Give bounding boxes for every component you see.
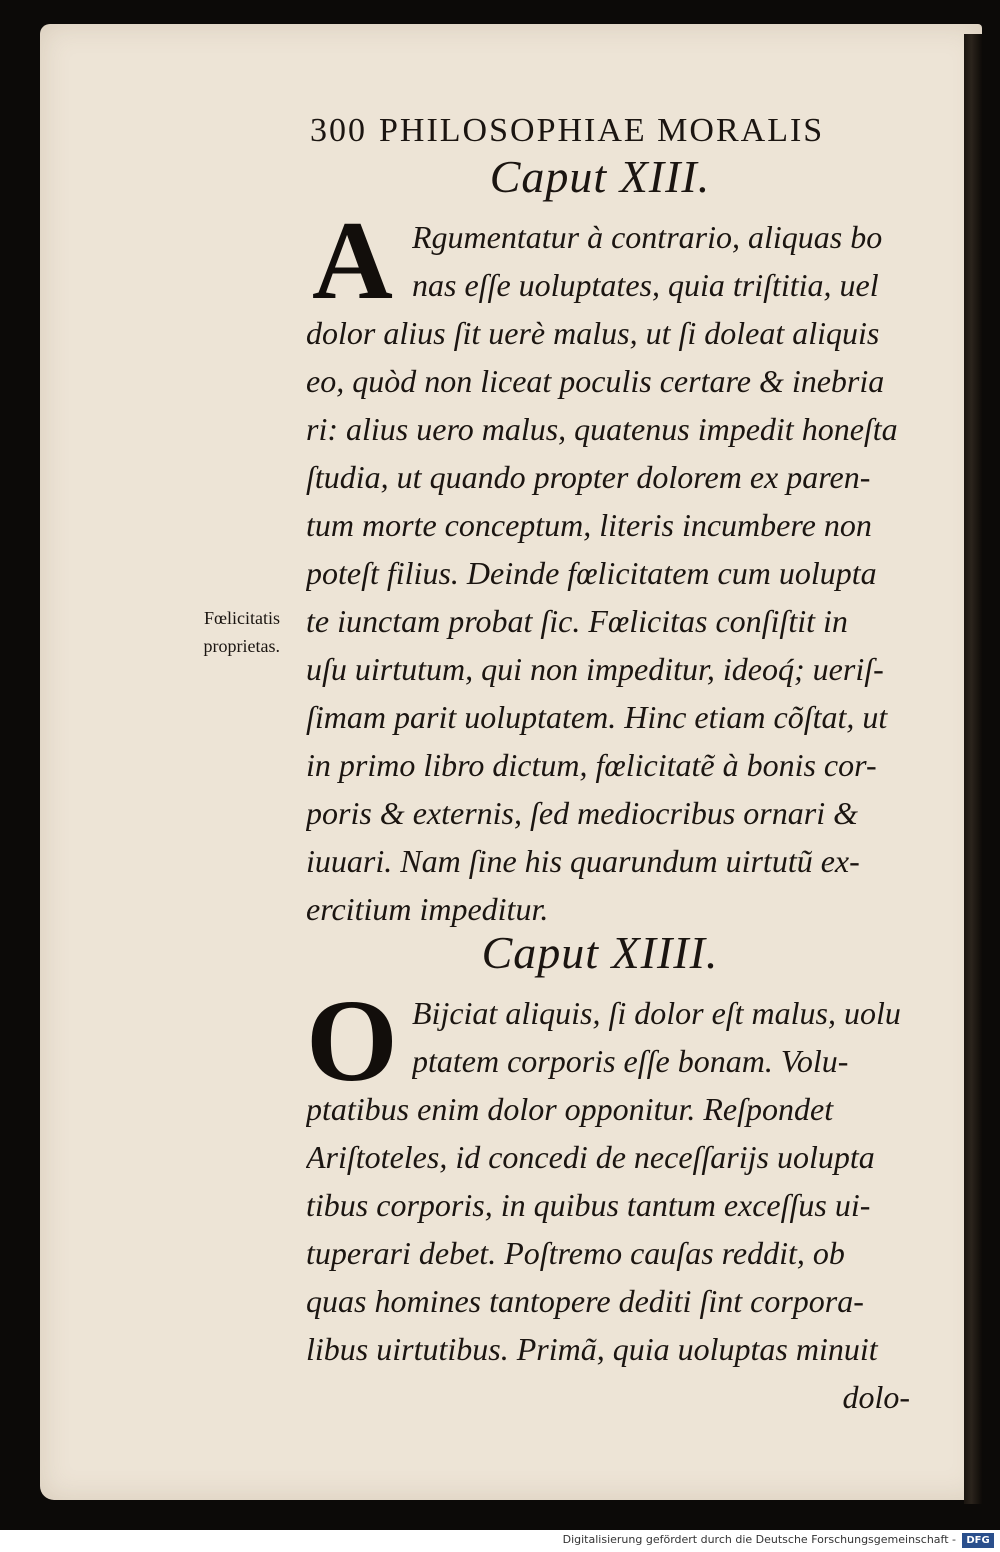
text-line: ſtudia, ut quando propter dolorem ex paren- (306, 459, 871, 495)
chapter-heading-14: Caput XIIII. (481, 927, 719, 978)
text-line: ſimam parit uoluptatem. Hinc etiam cõſtat, ut (306, 699, 888, 735)
funding-credit: Digitalisierung gefördert durch die Deutsche Forschungsgemeinschaft - (562, 1533, 956, 1546)
dfg-logo: DFG (962, 1533, 994, 1548)
text-line: tuperari debet. Poſtremo cauſas reddit, ob (306, 1235, 845, 1271)
text-line: Bijciat aliquis, ſi dolor eſt malus, uolu (412, 995, 901, 1031)
text-line: Rgumentatur à contrario, aliquas bo (412, 219, 883, 255)
catchword: dolo- (842, 1379, 910, 1415)
marginal-note-line: Fœlicitatis (204, 608, 280, 628)
text-line: poris & externis, ſed mediocribus ornari & (306, 795, 858, 831)
marginal-note (150, 604, 280, 660)
drop-cap-a: A (312, 199, 393, 323)
text-line: ptatem corporis eſſe bonam. Volu- (412, 1043, 849, 1079)
text-line: tibus corporis, in quibus tantum exceſſus ui- (306, 1187, 871, 1223)
footer-bar (0, 1530, 1000, 1552)
chapter-heading-13: Caput XIII. (489, 151, 711, 202)
marginal-note-line: proprietas. (203, 636, 280, 656)
text-line: eo, quòd non liceat poculis certare & inebria (306, 363, 885, 399)
text-line: uſu uirtutum, qui non impeditur, ideoq́; ueriſ- (306, 651, 884, 687)
drop-cap-o: O (306, 975, 398, 1106)
text-line: nas eſſe uoluptates, quia triſtitia, uel (412, 267, 879, 303)
text-line: te iunctam probat ſic. Fœlicitas conſiſtit in (306, 603, 848, 639)
text-line: in primo libro dictum, fœlicitatẽ à bonis cor- (306, 747, 877, 783)
text-line: ptatibus enim dolor opponitur. Reſpondet (306, 1091, 834, 1127)
text-line: quas homines tantopere dediti ſint corpora- (306, 1283, 864, 1319)
text-line: Ariſtoteles, id concedi de neceſſarijs uolupta (306, 1139, 875, 1175)
page-number: 300 (310, 112, 367, 149)
text-line: poteſt filius. Deinde fœlicitatem cum uolupta (306, 555, 877, 591)
running-head (310, 112, 880, 150)
text-line: libus uirtutibus. Primã, quia uoluptas minuit (306, 1331, 878, 1367)
text-line: ercitium impeditur. (306, 891, 549, 927)
text-line: dolor alius ſit uerè malus, ut ſi doleat aliquis (306, 315, 880, 351)
text-line: ri: alius uero malus, quatenus impedit honeſta (306, 411, 898, 447)
page-edge (964, 34, 982, 1504)
text-line: tum morte conceptum, literis incumbere non (306, 507, 872, 543)
running-head-title: PHILOSOPHIAE MORALIS (379, 112, 825, 149)
text-line: iuuari. Nam ſine his quarundum uirtutũ ex- (306, 843, 860, 879)
